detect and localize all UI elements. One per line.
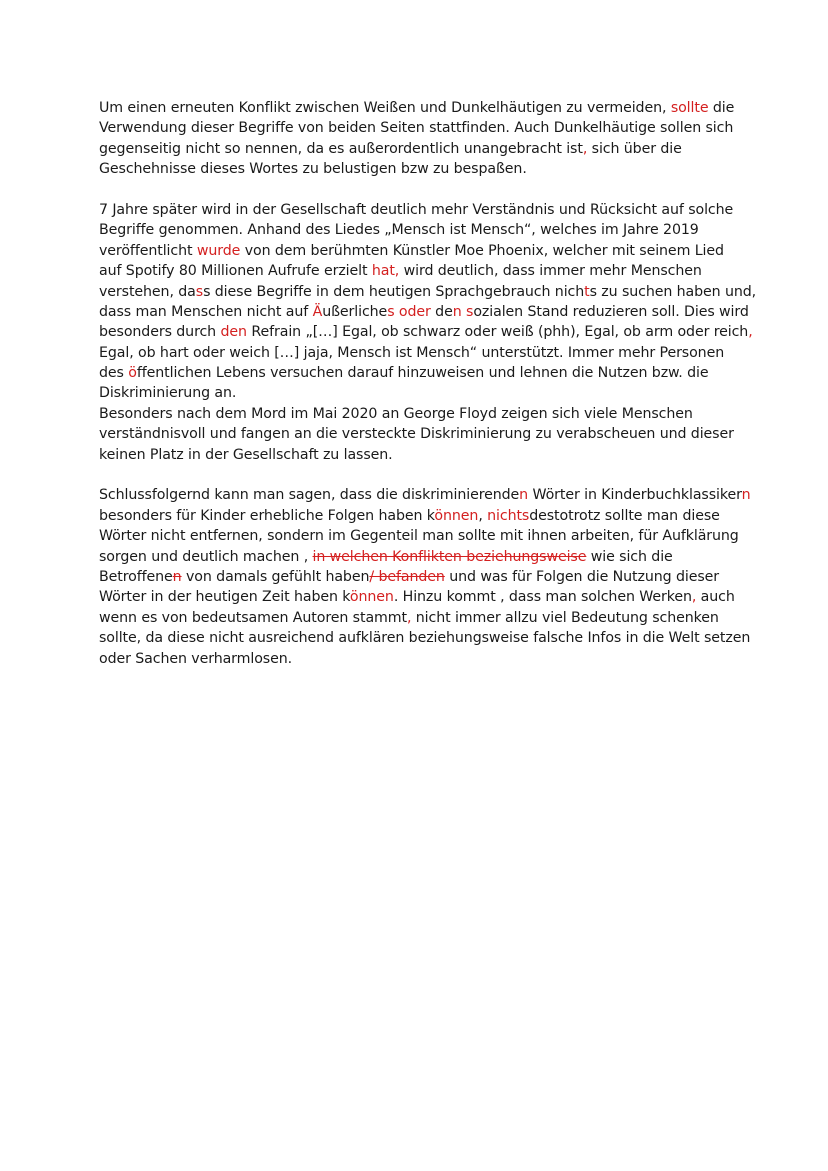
text-segment: de: [430, 303, 453, 320]
text-segment: verstehen, da: [99, 283, 196, 300]
strikethrough-correction: / befanden: [369, 568, 445, 585]
text-line: [99, 567, 739, 587]
text-line: [99, 445, 739, 465]
paragraph: [99, 200, 757, 465]
text-segment: des: [99, 365, 129, 382]
correction-mark: ,: [406, 609, 412, 626]
text-line: [99, 159, 739, 179]
text-segment: ußerliche: [322, 303, 388, 320]
text-segment: auch: [696, 589, 735, 606]
text-line: [99, 485, 751, 505]
text-segment: Besonders nach dem Mord im Mai 2020 an George Floyd zeigen sich viele Menschen: [99, 405, 693, 422]
text-segment: und was für Folgen die Nutzung dieser: [444, 568, 719, 585]
correction-mark: ö: [128, 365, 137, 382]
text-segment: von damals gefühlt haben: [181, 568, 370, 585]
text-segment: Wörter nicht entfernen, sondern im Gegenteil man sollte mit ihnen arbeiten, für Aufklärung: [99, 528, 739, 545]
text-segment: Wörter in der heutigen Zeit haben k: [99, 589, 350, 606]
paragraph: [99, 98, 739, 180]
text-line: [99, 220, 739, 240]
correction-mark: wurde: [196, 242, 241, 259]
text-segment: oder Sachen verharmlosen.: [99, 650, 293, 667]
text-segment: 7 Jahre später wird in der Gesellschaft deutlich mehr Verständnis und Rücksicht auf solche: [99, 201, 734, 218]
document-body: [99, 98, 757, 669]
text-segment: besonders durch: [99, 324, 221, 341]
correction-mark: t: [584, 283, 590, 300]
text-segment: wie sich die: [586, 548, 673, 565]
text-line: [99, 363, 739, 383]
text-segment: s diese Begriffe in dem heutigen Sprachgebrauch nich: [203, 283, 585, 300]
strikethrough-correction: n: [172, 568, 182, 585]
text-segment: verständnisvoll und fangen an die versteckte Diskriminierung zu verabscheuen und dieser: [99, 426, 734, 443]
correction-mark: oder: [398, 303, 431, 320]
paragraph-gap: [99, 465, 739, 485]
text-segment: gegenseitig nicht so nennen, da es außerordentlich unangebracht ist: [99, 140, 583, 157]
text-segment: von dem berühmten Künstler Moe Phoenix, welcher mit seinem Lied: [240, 242, 724, 259]
correction-mark: n: [741, 487, 751, 504]
text-segment: Schlussfolgernd kann man sagen, dass die diskriminierende: [99, 487, 520, 504]
text-line: [99, 506, 739, 526]
text-segment: Betroffene: [99, 568, 173, 585]
correction-mark: hat,: [371, 263, 400, 280]
correction-mark: önnen: [434, 507, 479, 524]
text-line: [99, 139, 739, 159]
text-segment: keinen Platz in der Gesellschaft zu lassen.: [99, 446, 393, 463]
text-segment: Begriffe genommen. Anhand des Liedes „Mensch ist Mensch“, welches im Jahre 2019: [99, 222, 699, 239]
text-segment: Refrain „[…] Egal, ob schwarz oder weiß (phh), Egal, ob arm oder reich: [246, 324, 749, 341]
correction-mark: ,: [748, 324, 753, 341]
text-segment: die: [708, 100, 735, 116]
correction-mark: n: [452, 303, 462, 320]
text-line: [99, 98, 739, 118]
text-segment: Egal, ob hart oder weich […] jaja, Mensch ist Mensch“ unterstützt. Immer mehr Personen: [99, 344, 725, 361]
text-segment: auf Spotify 80 Millionen Aufrufe erzielt: [99, 263, 372, 280]
text-line: [99, 628, 751, 648]
text-segment: Verwendung dieser Begriffe von beiden Seiten stattfinden. Auch Dunkelhäutige sollen sich: [99, 120, 734, 137]
text-segment: Diskriminierung an.: [99, 385, 237, 402]
text-segment: s zu suchen haben und,: [589, 283, 757, 300]
text-line: [99, 547, 739, 567]
paragraph-gap: [99, 180, 739, 200]
correction-mark: den: [220, 324, 247, 341]
text-line: [99, 118, 739, 138]
text-line: [99, 383, 739, 403]
paragraph: [99, 485, 751, 669]
text-line: [99, 608, 739, 628]
correction-mark: ,: [691, 589, 697, 606]
text-segment: wenn es von bedeutsamen Autoren stammt: [99, 609, 407, 626]
text-line: [99, 200, 739, 220]
text-segment: ,: [478, 507, 488, 524]
text-segment: ozialen Stand reduzieren soll. Dies wird: [473, 303, 749, 320]
correction-mark: s: [466, 303, 474, 320]
text-segment: wird deutlich, dass immer mehr Menschen: [399, 263, 702, 280]
strikethrough-correction: in welchen Konflikten beziehungsweise: [312, 548, 587, 565]
text-segment: dass man Menschen nicht auf: [99, 303, 313, 320]
text-line: [99, 302, 749, 322]
text-segment: sich über die: [587, 140, 682, 157]
correction-mark: nichts: [487, 507, 530, 524]
correction-mark: sollte: [670, 100, 709, 116]
text-line: [99, 343, 739, 363]
text-segment: . Hinzu kommt , dass man solchen Werken: [393, 589, 692, 606]
correction-mark: s: [387, 303, 395, 320]
correction-mark: Ä: [312, 303, 323, 320]
text-line: [99, 282, 757, 302]
text-line: [99, 649, 739, 669]
text-segment: nicht immer allzu viel Bedeutung schenken: [411, 609, 719, 626]
text-segment: besonders für Kinder erhebliche Folgen haben k: [99, 507, 435, 524]
text-segment: Geschehnisse dieses Wortes zu belustigen bzw zu bespaßen.: [99, 161, 527, 178]
correction-mark: ,: [582, 140, 588, 157]
correction-mark: önnen: [349, 589, 394, 606]
text-line: [99, 587, 739, 607]
text-segment: destotrotz sollte man diese: [529, 507, 720, 524]
text-segment: ffentlichen Lebens versuchen darauf hinzuweisen und lehnen die Nutzen bzw. die: [136, 365, 709, 382]
correction-mark: s: [195, 283, 204, 300]
text-line: [99, 322, 753, 342]
text-segment: sorgen und deutlich machen ,: [99, 548, 313, 565]
text-line: [99, 424, 739, 444]
text-line: [99, 526, 739, 546]
text-segment: Um einen erneuten Konflikt zwischen Weißen und Dunkelhäutigen zu vermeiden,: [99, 100, 671, 116]
text-line: [99, 404, 739, 424]
text-segment: Wörter in Kinderbuchklassiker: [528, 487, 742, 504]
text-line: [99, 241, 739, 261]
text-segment: sollte, da diese nicht ausreichend aufklären beziehungsweise falsche Infos in die Welt setzen: [99, 630, 751, 647]
text-segment: veröffentlicht: [99, 242, 197, 259]
correction-mark: n: [519, 487, 529, 504]
text-line: [99, 261, 739, 281]
